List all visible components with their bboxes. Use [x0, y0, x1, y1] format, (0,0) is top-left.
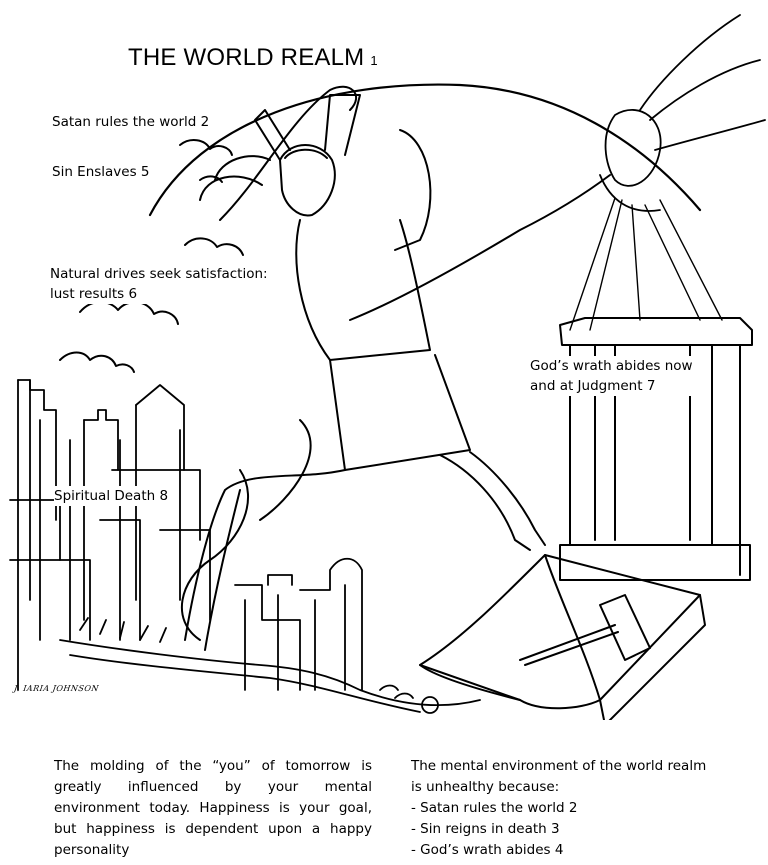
cloud	[185, 238, 243, 255]
right-paragraph-intro: The mental environment of the world realm is unhealthy because:	[411, 758, 707, 795]
background-arc	[150, 85, 700, 215]
label-sin-enslaves: Sin Enslaves 5	[52, 164, 150, 180]
title-number: 1	[370, 53, 378, 68]
artist-signature: J. IARIA JOHNSON	[13, 684, 100, 693]
label-natural-drives-line1: Natural drives seek satisfaction:	[50, 266, 268, 282]
label-gods-wrath-line2: and at Judgment 7	[530, 378, 656, 394]
cloud	[180, 140, 232, 155]
left-paragraph: The molding of the “you” of tomorrow is greatly influenced by your mental environment today. Happiness is your goal, but happiness is dependent upon a happy personality	[54, 758, 372, 858]
label-gods-wrath-line1: God’s wrath abides now	[530, 358, 693, 374]
reason-item: - Sin reigns in death 3	[411, 819, 711, 840]
reason-item: - Satan rules the world 2	[411, 798, 711, 819]
page-title	[128, 44, 378, 72]
wrath-rays	[570, 198, 722, 330]
label-natural-drives-line2: lust results 6	[50, 286, 138, 302]
cloud	[80, 302, 178, 324]
right-paragraph	[411, 756, 711, 861]
label-gods-wrath	[530, 356, 693, 396]
reasons-list	[411, 798, 711, 861]
title-text: THE WORLD REALM	[128, 44, 365, 71]
devil-figure	[600, 15, 765, 211]
label-natural-drives	[50, 264, 268, 304]
skyline-left	[10, 380, 210, 690]
label-spiritual-death: Spiritual Death 8	[54, 488, 169, 504]
reason-item: - God’s wrath abides 4	[411, 840, 711, 861]
skeleton	[60, 618, 480, 713]
label-satan-rules: Satan rules the world 2	[52, 114, 210, 130]
cloud	[60, 353, 134, 373]
